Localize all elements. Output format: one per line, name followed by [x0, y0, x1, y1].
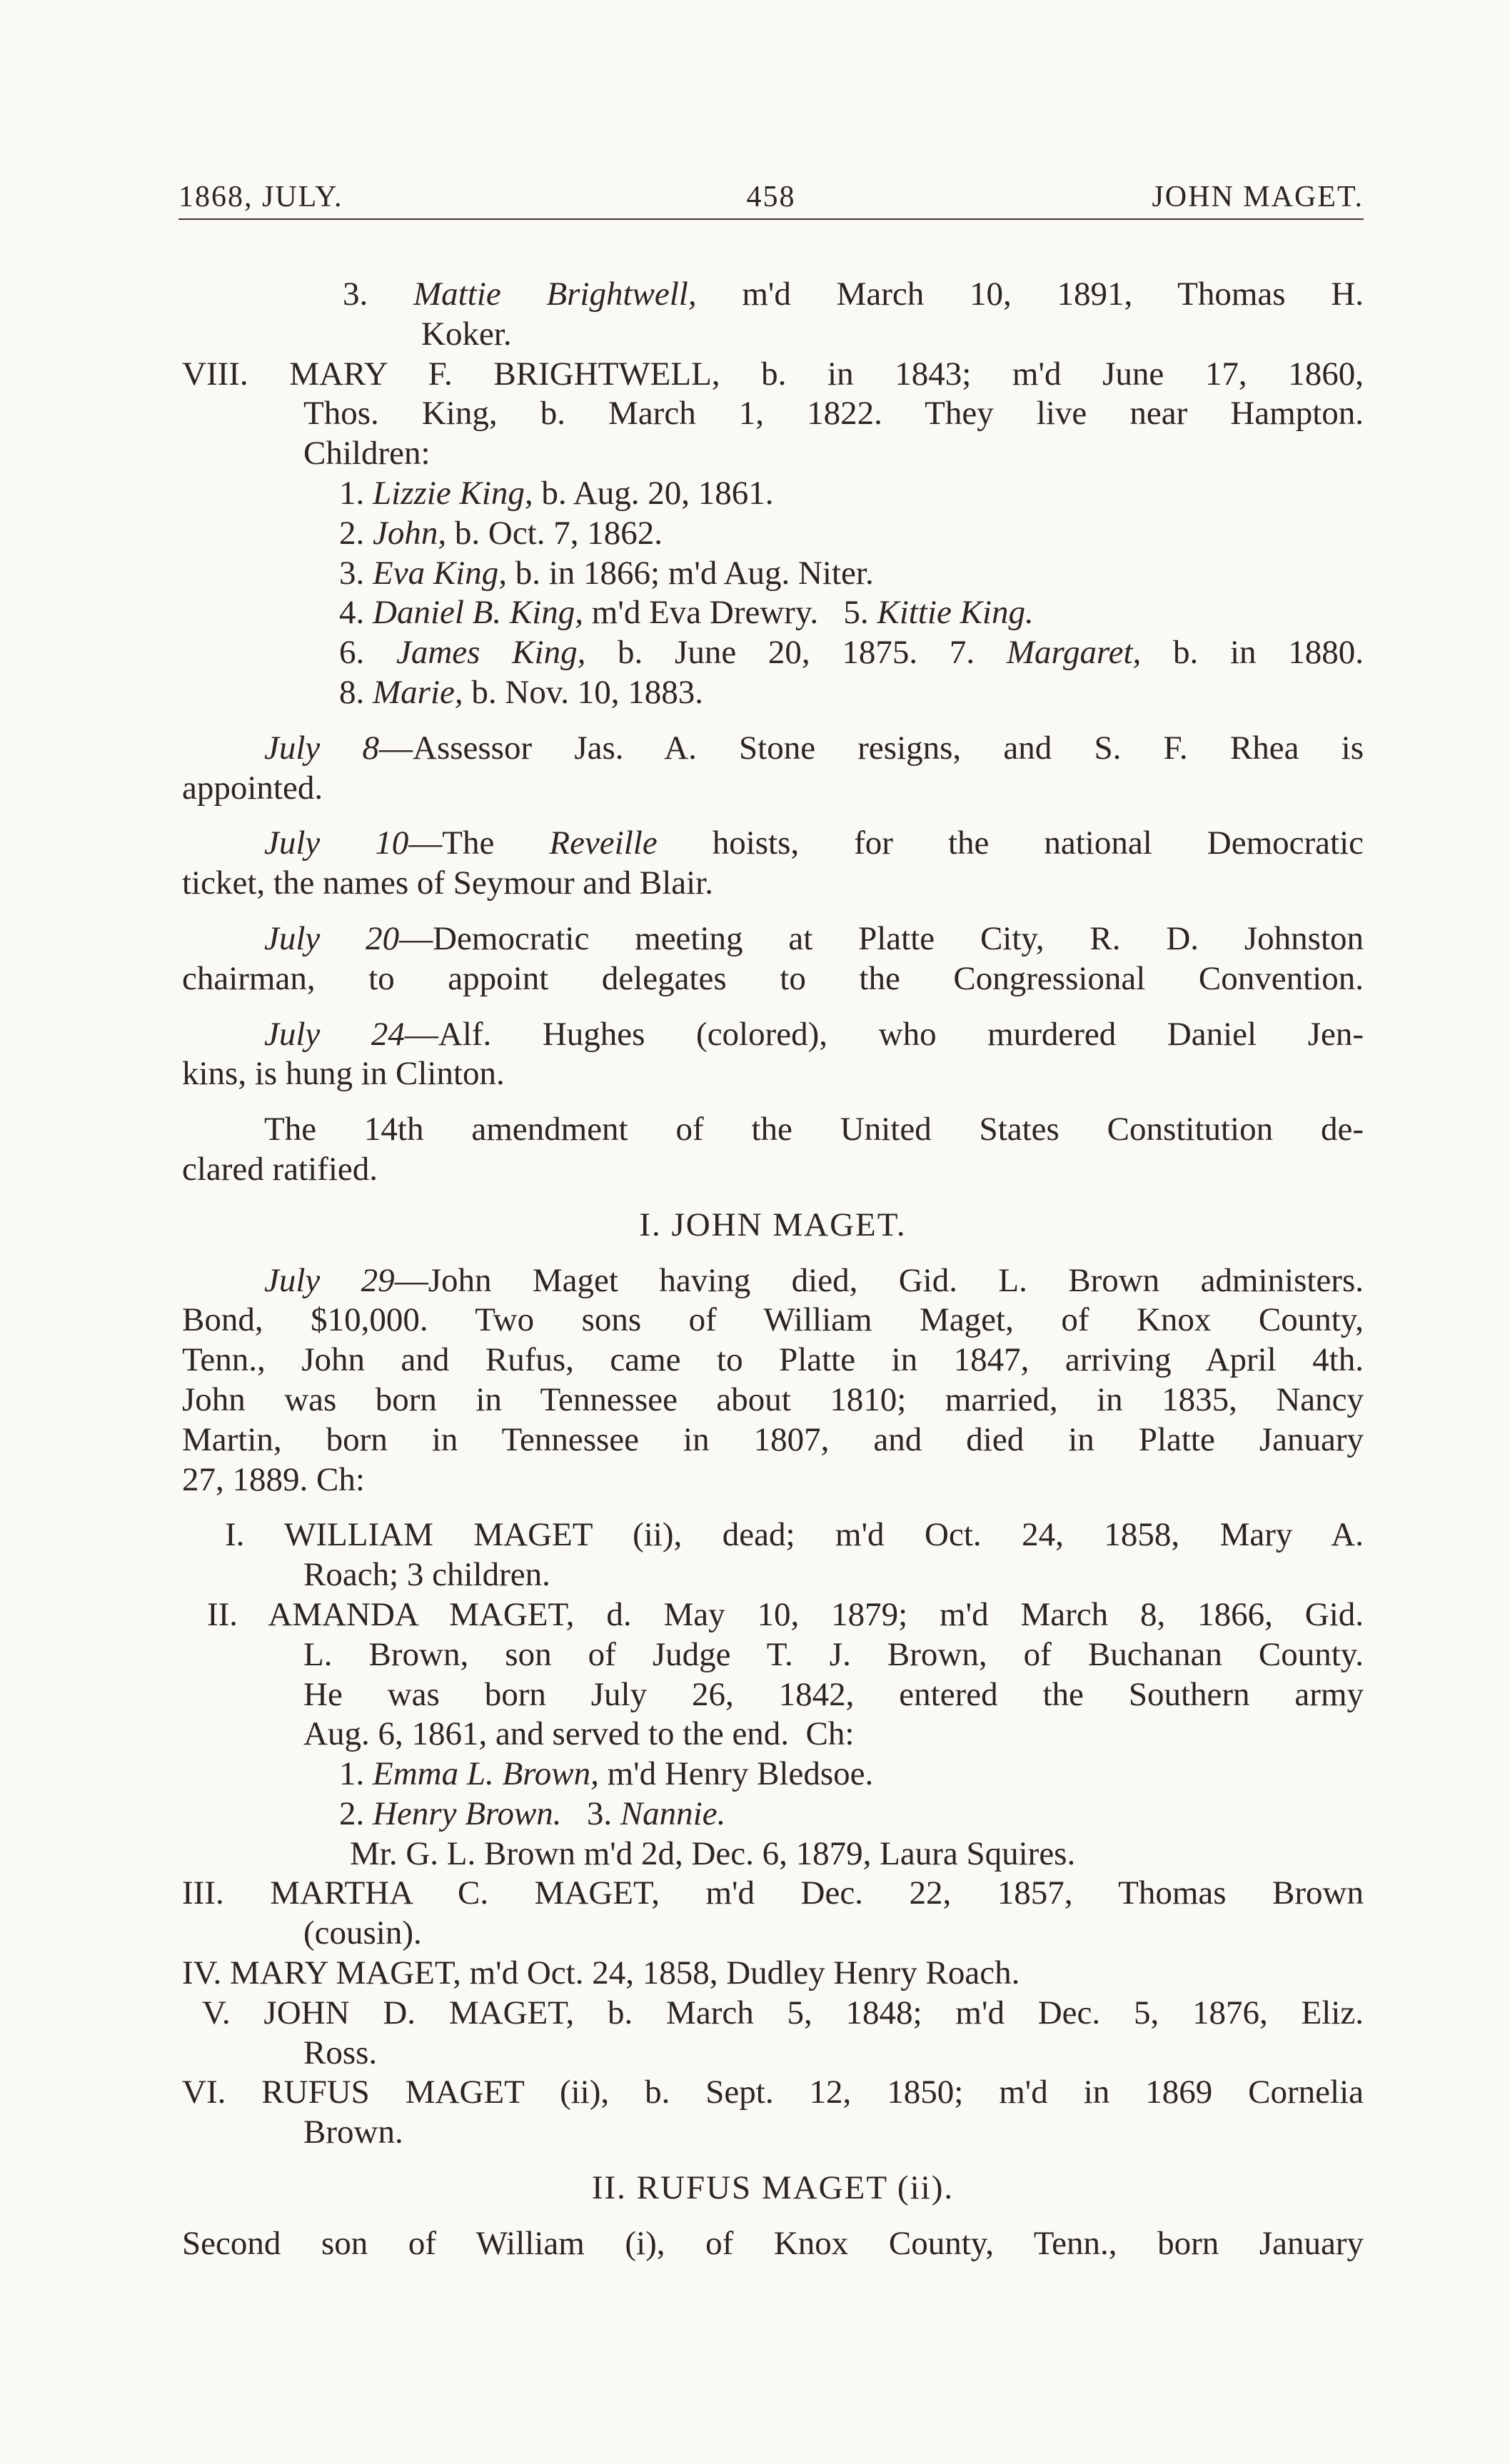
- text-line: July 10—The Reveille hoists, for the national Democratic: [264, 824, 1364, 862]
- paragraph-gap: [182, 808, 1364, 824]
- text-line: Martin, born in Tennessee in 1807, and died in Platte January: [182, 1420, 1364, 1458]
- text-line: July 24—Alf. Hughes (colored), who murdered Daniel Jen-: [264, 1015, 1364, 1053]
- paragraph-gap: [182, 1246, 1364, 1261]
- text-line: 4. Daniel B. King, m'd Eva Drewry. 5. Kittie King.: [339, 594, 1034, 632]
- text-line: 3. Eva King, b. in 1866; m'd Aug. Niter.: [339, 554, 874, 592]
- text-line: John was born in Tennessee about 1810; married, in 1835, Nancy: [182, 1380, 1364, 1418]
- section-heading: II. RUFUS MAGET (ii).: [591, 2169, 955, 2207]
- header-left: 1868, JULY.: [178, 181, 343, 213]
- header-rule: [178, 218, 1364, 220]
- text-line: 2. Henry Brown. 3. Nannie.: [339, 1794, 726, 1832]
- text-line: IV. MARY MAGET, m'd Oct. 24, 1858, Dudley Henry Roach.: [182, 1954, 1020, 1992]
- text-line: Brown.: [303, 2114, 403, 2151]
- text-line: Aug. 6, 1861, and served to the end. Ch:: [303, 1715, 855, 1753]
- paragraph-gap: [182, 2153, 1364, 2168]
- text-line: 6. James King, b. June 20, 1875. 7. Margaret, b. in 1880.: [339, 634, 1364, 672]
- text-line: L. Brown, son of Judge T. J. Brown, of Buchanan County.: [303, 1635, 1364, 1673]
- header-right: JOHN MAGET.: [1152, 181, 1364, 213]
- text-line: Ross.: [303, 2034, 378, 2071]
- text-line: 8. Marie, b. Nov. 10, 1883.: [339, 673, 704, 711]
- text-line: Mr. G. L. Brown m'd 2d, Dec. 6, 1879, Laura Squires.: [350, 1834, 1076, 1872]
- page-body: [182, 275, 1364, 2264]
- text-line: clared ratified.: [182, 1150, 378, 1188]
- text-line: II. AMANDA MAGET, d. May 10, 1879; m'd March 8, 1866, Gid.: [207, 1595, 1364, 1633]
- text-line: Koker.: [421, 315, 512, 353]
- text-line: ticket, the names of Seymour and Blair.: [182, 864, 713, 902]
- text-line: Roach; 3 children.: [303, 1556, 550, 1594]
- paragraph-gap: [182, 1500, 1364, 1515]
- text-line: V. JOHN D. MAGET, b. March 5, 1848; m'd Dec. 5, 1876, Eliz.: [202, 1994, 1364, 2031]
- paragraph-gap: [182, 2208, 1364, 2224]
- text-line: I. WILLIAM MAGET (ii), dead; m'd Oct. 24, 1858, Mary A.: [225, 1516, 1364, 1554]
- text-line: VIII. MARY F. BRIGHTWELL, b. in 1843; m'd June 17, 1860,: [182, 355, 1364, 393]
- text-line: kins, is hung in Clinton.: [182, 1055, 505, 1093]
- text-line: He was born July 26, 1842, entered the Southern army: [303, 1675, 1364, 1713]
- text-line: 27, 1889. Ch:: [182, 1460, 365, 1498]
- text-line: July 8—Assessor Jas. A. Stone resigns, and S. F. Rhea is: [264, 729, 1364, 767]
- page-number: 458: [746, 181, 796, 213]
- paragraph-gap: [182, 1190, 1364, 1206]
- text-line: Tenn., John and Rufus, came to Platte in 1847, arriving April 4th.: [182, 1341, 1364, 1379]
- text-line: 1. Emma L. Brown, m'd Henry Bledsoe.: [339, 1755, 874, 1793]
- paragraph-gap: [182, 1094, 1364, 1110]
- text-line: The 14th amendment of the United States Constitution de-: [264, 1111, 1364, 1148]
- paragraph-gap: [182, 713, 1364, 729]
- text-line: chairman, to appoint delegates to the Congressional Convention.: [182, 959, 1364, 997]
- text-line: Thos. King, b. March 1, 1822. They live near Hampton.: [303, 395, 1364, 433]
- text-line: VI. RUFUS MAGET (ii), b. Sept. 12, 1850; m'd in 1869 Cornelia: [182, 2074, 1364, 2111]
- text-line: III. MARTHA C. MAGET, m'd Dec. 22, 1857, Thomas Brown: [182, 1874, 1364, 1912]
- text-line: appointed.: [182, 769, 323, 807]
- paragraph-gap: [182, 999, 1364, 1015]
- paragraph-gap: [182, 904, 1364, 919]
- text-line: Bond, $10,000. Two sons of William Maget, of Knox County,: [182, 1301, 1364, 1339]
- text-line: Children:: [303, 435, 431, 473]
- text-line: 3. Mattie Brightwell, m'd March 10, 1891, Thomas H.: [343, 276, 1364, 313]
- text-line: July 29—John Maget having died, Gid. L. Brown administers.: [264, 1261, 1364, 1299]
- text-line: Second son of William (i), of Knox County, Tenn., born January: [182, 2224, 1364, 2262]
- text-line: July 20—Democratic meeting at Platte City, R. D. Johnston: [264, 919, 1364, 957]
- text-line: (cousin).: [303, 1914, 422, 1952]
- running-header: [178, 177, 1364, 217]
- text-line: 2. John, b. Oct. 7, 1862.: [339, 514, 663, 552]
- text-line: 1. Lizzie King, b. Aug. 20, 1861.: [339, 474, 774, 512]
- section-heading: I. JOHN MAGET.: [639, 1206, 907, 1243]
